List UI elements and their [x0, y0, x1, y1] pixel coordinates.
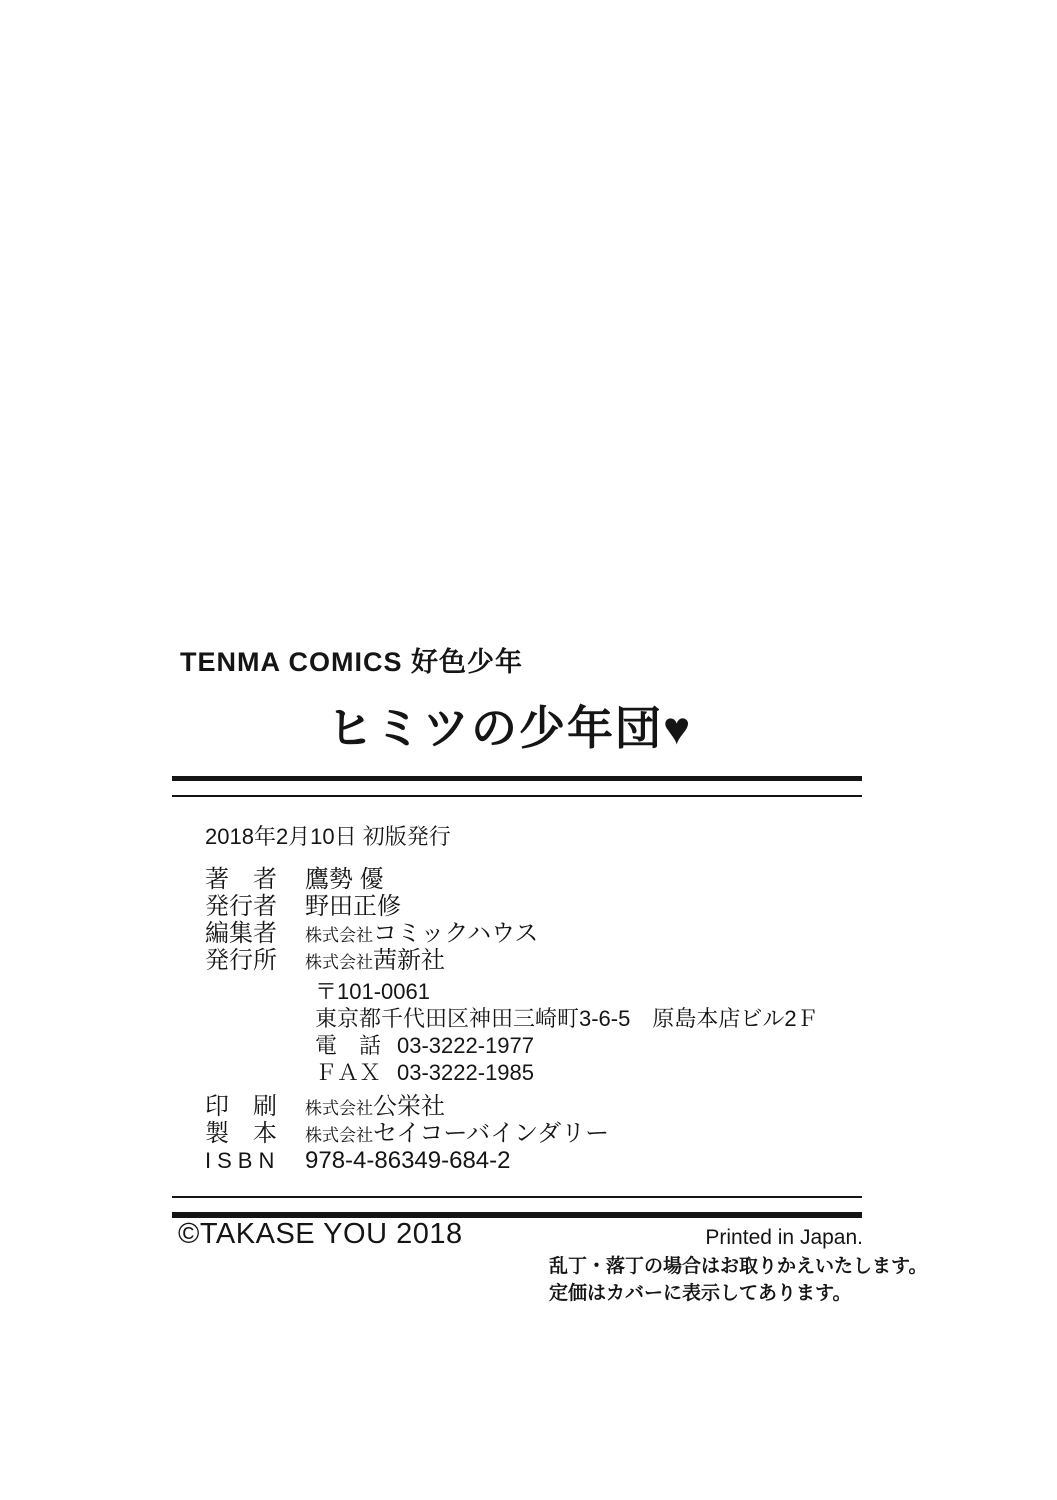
credit-value: 茜新社 [373, 947, 445, 974]
production-row-isbn [205, 1147, 609, 1174]
credit-row-publishing-house [205, 947, 538, 974]
credit-value: 鷹勢 優 [305, 866, 384, 893]
production-row-binding [205, 1120, 609, 1147]
credit-value: コミックハウス [373, 920, 539, 947]
production-label: 製 本 [205, 1120, 277, 1147]
credits-block [205, 866, 538, 974]
fax-number: 03-3222-1985 [397, 1060, 535, 1085]
phone-label: 電 話 [315, 1033, 382, 1058]
production-row-printing [205, 1093, 609, 1120]
production-value: 公栄社 [373, 1093, 445, 1120]
postal-code: 〒101-0061 [315, 979, 430, 1004]
credit-label: 編集者 [205, 920, 277, 947]
credit-label: 発行者 [205, 893, 277, 920]
company-prefix: 株式会社 [305, 953, 373, 972]
credit-row-publisher-person [205, 893, 538, 920]
credit-value: 野田正修 [305, 893, 401, 920]
phone-row [315, 1032, 819, 1059]
credit-label: 著 者 [205, 866, 277, 893]
divider-top [172, 776, 862, 797]
fax-row [315, 1059, 819, 1086]
production-value: セイコーバインダリー [373, 1120, 610, 1147]
series-title: TENMA COMICS 好色少年 [180, 647, 523, 677]
printed-in-japan: Printed in Japan. [705, 1226, 863, 1249]
return-policy-block [549, 1253, 927, 1307]
book-title: ヒミツの少年団♥ [327, 702, 693, 754]
copyright-notice: ©TAKASE YOU 2018 [178, 1218, 463, 1250]
production-block [205, 1093, 609, 1174]
phone-number: 03-3222-1977 [397, 1033, 535, 1058]
street-address: 東京都千代田区神田三崎町3-6-5 原島本店ビル2Ｆ [315, 1006, 819, 1031]
company-prefix: 株式会社 [305, 1099, 373, 1118]
edition-date: 2018年2月10日 初版発行 [205, 824, 451, 849]
credit-row-author [205, 866, 538, 893]
divider-bottom [172, 1196, 862, 1218]
production-label: 印 刷 [205, 1093, 277, 1120]
credit-label: 発行所 [205, 947, 277, 974]
company-prefix: 株式会社 [305, 926, 373, 945]
return-policy-line: 乱丁・落丁の場合はお取りかえいたします。 [549, 1256, 928, 1277]
price-notice-line: 定価はカバーに表示してあります。 [549, 1283, 852, 1304]
fax-label: ＦＡＸ [315, 1060, 382, 1085]
credit-row-editor [205, 920, 538, 947]
isbn-label: ISBN [205, 1148, 281, 1173]
publisher-address-block [315, 978, 819, 1086]
isbn-value: 978-4-86349-684-2 [305, 1147, 511, 1174]
company-prefix: 株式会社 [305, 1126, 373, 1145]
